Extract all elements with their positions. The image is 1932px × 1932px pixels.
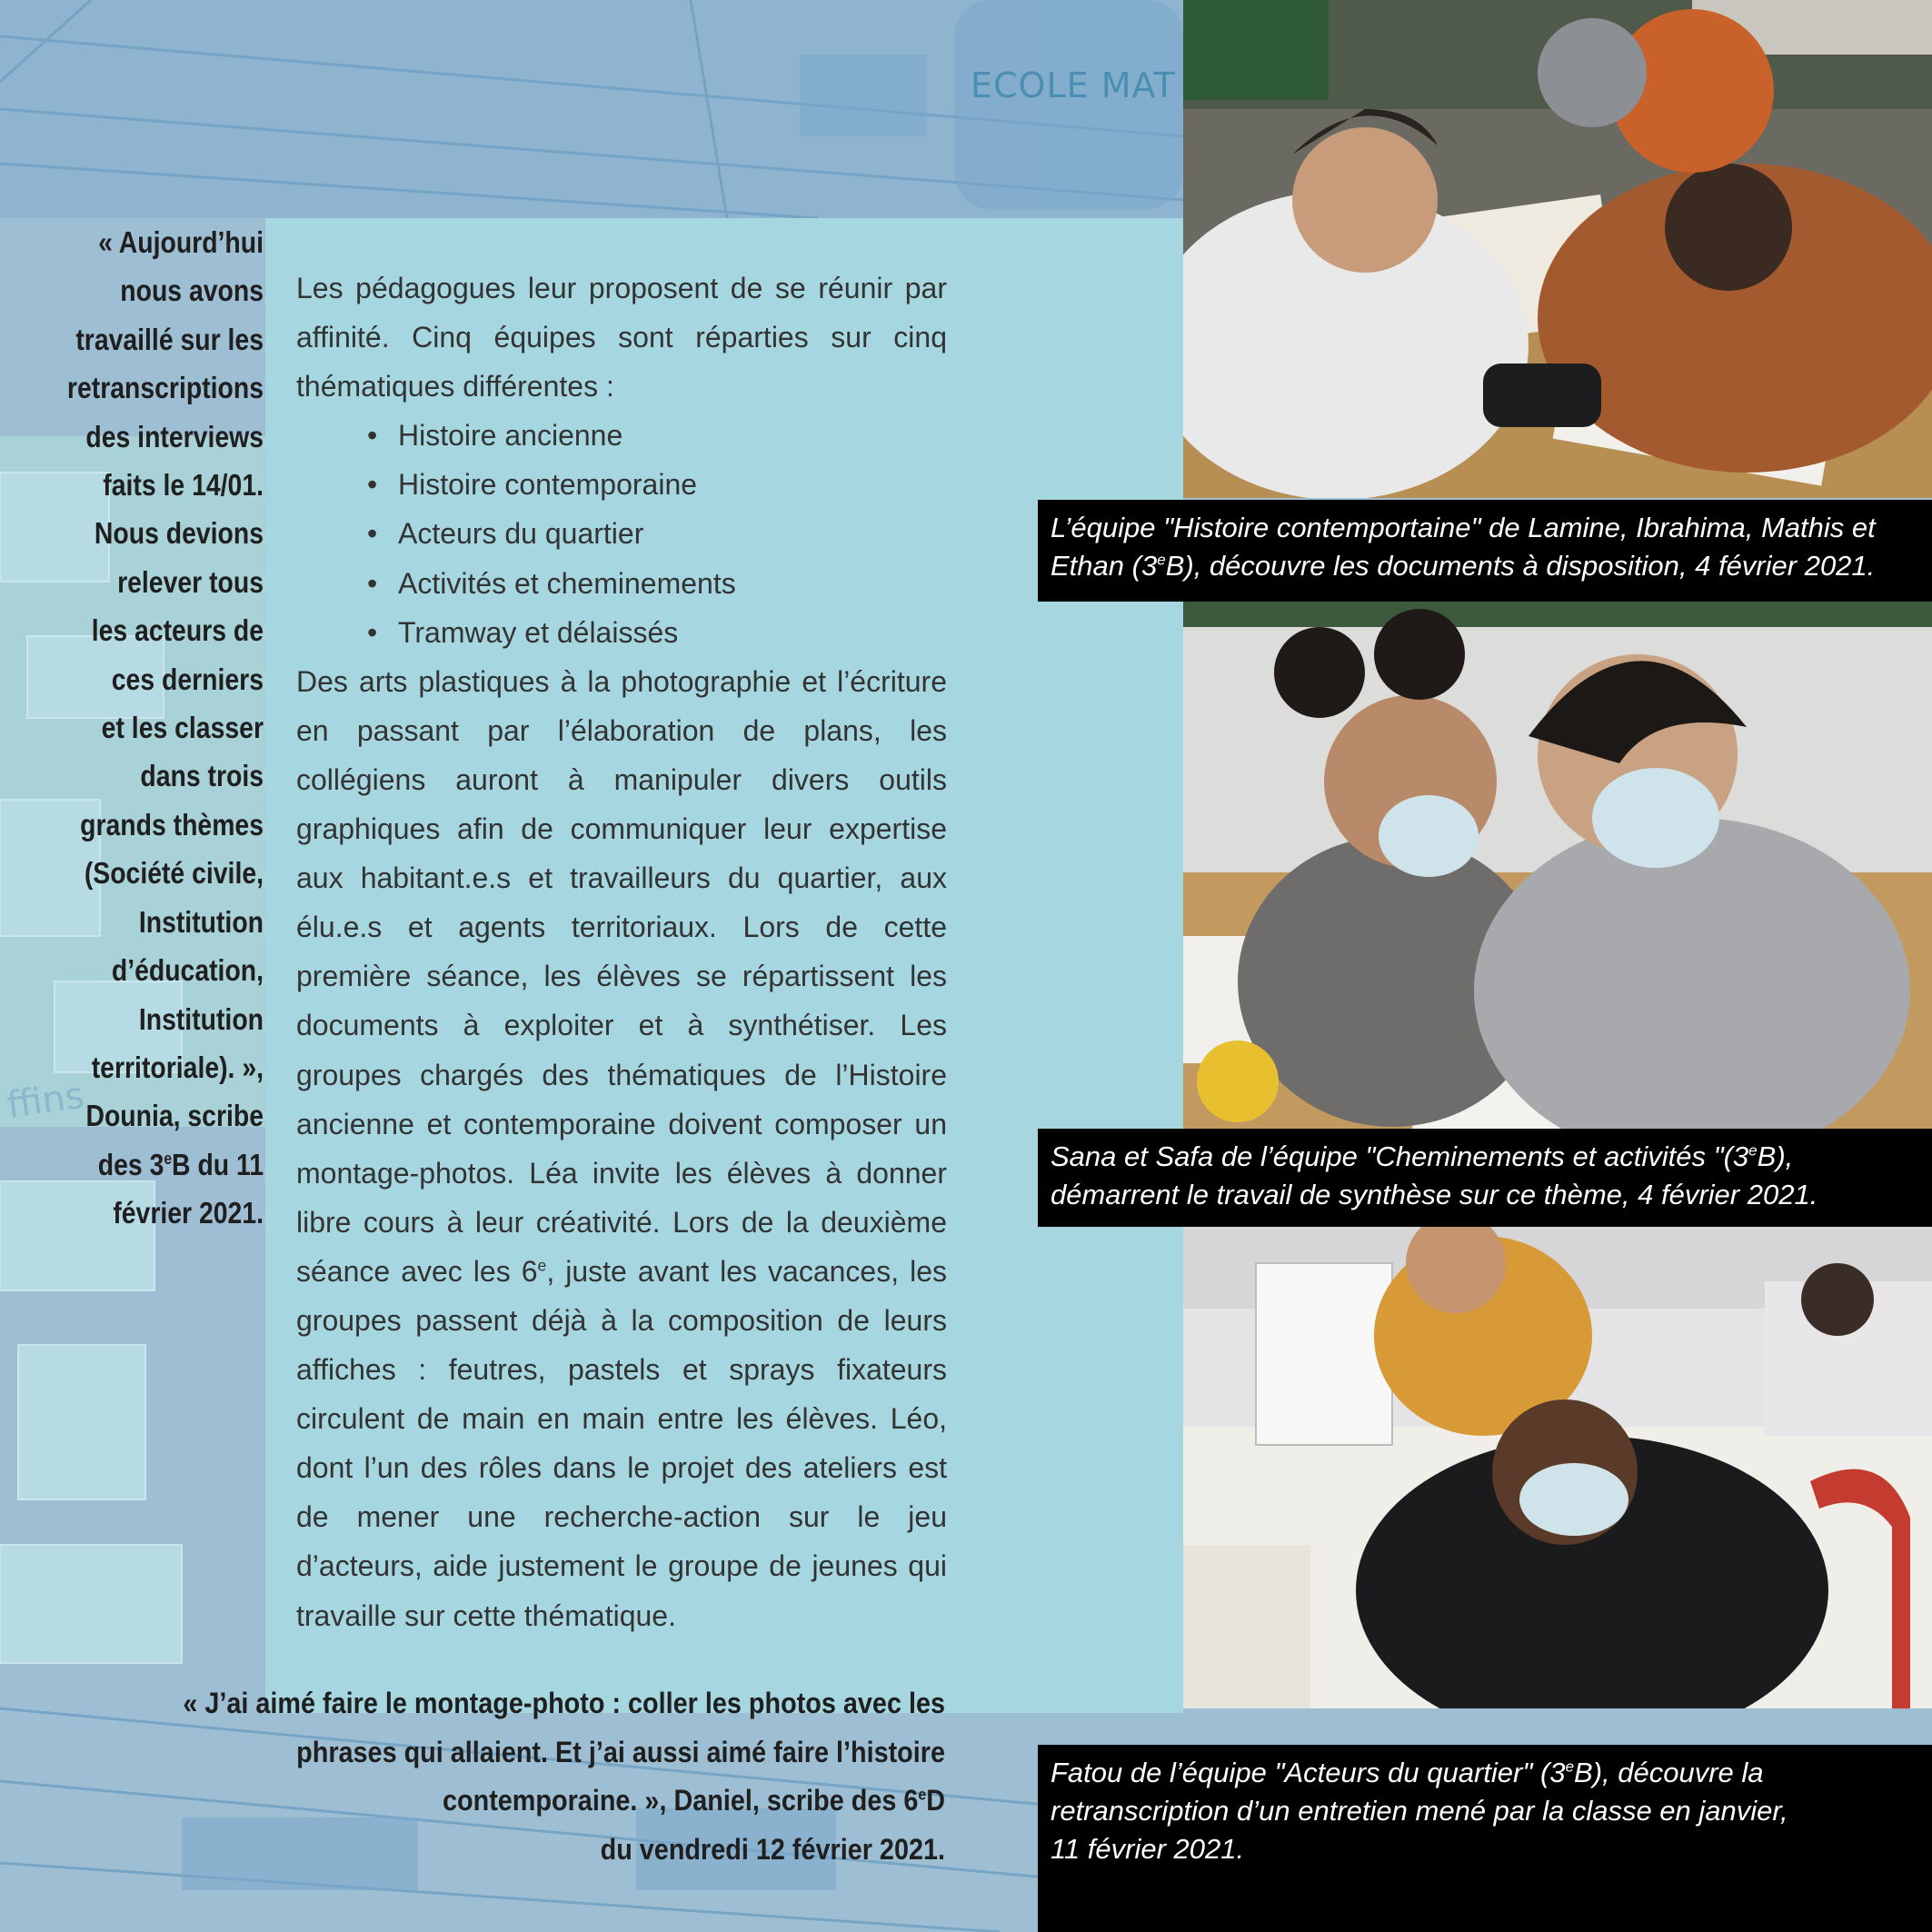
list-item — [367, 509, 947, 558]
paragraph-text: Des arts plastiques à la photographie et l’écriture en passant par l’élaboration de plans, les collégiens auront à manipuler divers outils graphiques afin de communiquer leur expertise aux habitant.e.s et travailleurs du quartier, aux élu.e.s et agents territoriaux. Lors de cette première séance, les élèves se répartissent les documents à exploiter et à synthétiser. Les groupes chargés des thématiques de l’Histoire ancienne et contemporaine doivent composer un montage-photos. Léa invite les élèves à donner libre cours à leur créativité. Lors de la deuxième séance avec les 6 — [296, 664, 947, 1288]
caption-line: L’équipe "Histoire contemportaine" de Lamine, Ibrahima, Mathis et — [1051, 512, 1876, 543]
superscript: e — [1565, 1758, 1575, 1776]
list-item-label: Tramway et délaissés — [398, 615, 679, 649]
quote-line: territoriale). », — [91, 1050, 264, 1084]
quote-line: relever tous — [117, 564, 264, 599]
article-body — [296, 264, 947, 1640]
quote-line: dans trois — [140, 759, 264, 793]
caption-text: B), découvre les documents à disposition, 4 février 2021. — [1165, 550, 1876, 582]
quote-line: ces derniers — [111, 662, 264, 696]
list-item-label: Histoire contemporaine — [398, 468, 698, 502]
superscript: e — [164, 1149, 173, 1168]
quote-line: des interviews — [85, 419, 264, 453]
quote-line — [53, 1140, 264, 1189]
superscript: e — [1157, 551, 1166, 569]
bullet-icon: • — [367, 517, 378, 551]
quote-line: d’éducation, — [111, 953, 264, 988]
quote-daniel — [127, 1679, 945, 1874]
quote-line: grands thèmes — [80, 807, 264, 842]
svg-text:ffins: ffins — [4, 1074, 87, 1127]
caption-text: Fatou de l’équipe "Acteurs du quartier" (3 — [1051, 1757, 1566, 1788]
bullet-icon: • — [367, 615, 378, 649]
quote-line: les acteurs de — [91, 613, 264, 648]
caption-line — [1051, 1754, 1919, 1792]
quote-text: D — [926, 1784, 945, 1817]
caption-photo-1 — [1038, 500, 1932, 602]
photo-acteurs-quartier — [1183, 1227, 1932, 1708]
map-label-ecole: ECOLE MAT — [971, 65, 1176, 105]
caption-line: 11 février 2021. — [1051, 1833, 1245, 1865]
main-paragraph — [296, 657, 947, 1640]
quote-line: février 2021. — [113, 1196, 264, 1230]
caption-line: retranscription d’un entretien mené par la classe en janvier, — [1051, 1795, 1788, 1827]
list-item-label: Histoire ancienne — [398, 419, 623, 453]
quote-text: des 3 — [97, 1147, 164, 1181]
caption-photo-2 — [1038, 1129, 1932, 1227]
quote-line: nous avons — [120, 274, 264, 308]
list-item — [367, 460, 947, 509]
superscript: e — [537, 1256, 547, 1275]
quote-line: travaillé sur les — [75, 322, 264, 356]
quote-line: Institution — [138, 904, 264, 939]
quote-line: retranscriptions — [66, 371, 264, 405]
quote-line: (Société civile, — [84, 856, 264, 891]
quote-dounia — [53, 218, 264, 1238]
photo-histoire-contemporaine — [1183, 0, 1932, 498]
list-item-label: Acteurs du quartier — [398, 517, 644, 551]
caption-line: démarrent le travail de synthèse sur ce thème, 4 février 2021. — [1051, 1179, 1818, 1210]
caption-text: B), découvre la — [1574, 1757, 1764, 1788]
quote-text: B du 11 — [172, 1147, 264, 1181]
caption-line — [1051, 547, 1919, 585]
bullet-icon: • — [367, 419, 378, 453]
quote-line — [127, 1777, 945, 1826]
caption-line — [1051, 1138, 1919, 1176]
quote-line: faits le 14/01. — [103, 468, 264, 503]
caption-text: Sana et Safa de l’équipe "Cheminements et activités "(3 — [1051, 1140, 1749, 1172]
superscript: e — [918, 1785, 927, 1804]
quote-line: « Aujourd’hui — [98, 225, 264, 259]
list-item-label: Activités et cheminements — [398, 566, 736, 600]
list-item — [367, 608, 947, 657]
caption-text: Ethan (3 — [1051, 550, 1158, 582]
intro-paragraph: Les pédagogues leur proposent de se réunir par affinité. Cinq équipes sont réparties sur cinq thématiques différentes : — [296, 272, 947, 403]
bullet-icon: • — [367, 566, 378, 600]
caption-photo-3 — [1038, 1745, 1932, 1932]
quote-line: Nous devions — [94, 516, 264, 551]
superscript: e — [1748, 1141, 1758, 1160]
quote-line: Institution — [138, 1001, 264, 1036]
bullet-icon: • — [367, 468, 378, 502]
quote-line: et les classer — [101, 711, 264, 745]
quote-line: « J’ai aimé faire le montage-photo : coller les photos avec les — [183, 1687, 946, 1719]
quote-line: phrases qui allaient. Et j’ai aussi aimé faire l’histoire — [296, 1735, 945, 1768]
list-item — [367, 411, 947, 460]
caption-text: B), — [1757, 1140, 1794, 1172]
list-item — [367, 559, 947, 608]
paragraph-text: , juste avant les vacances, les groupes passent déjà à la composition de leurs affiches : feutres, pastels et sprays fixateurs circulent de main en main entre les élèves. Léo, dont l’un des rôles dans le projet des ateliers est de mener une recherche-action sur le jeu d’acteurs, aide justement le groupe de jeunes qui travaille sur cette thématique. — [296, 1254, 948, 1632]
quote-line: Dounia, scribe — [85, 1099, 264, 1133]
quote-line: du vendredi 12 février 2021. — [600, 1832, 945, 1866]
themes-list — [367, 411, 947, 656]
quote-text: contemporaine. », Daniel, scribe des 6 — [442, 1784, 919, 1817]
photo-cheminements — [1183, 600, 1932, 1163]
